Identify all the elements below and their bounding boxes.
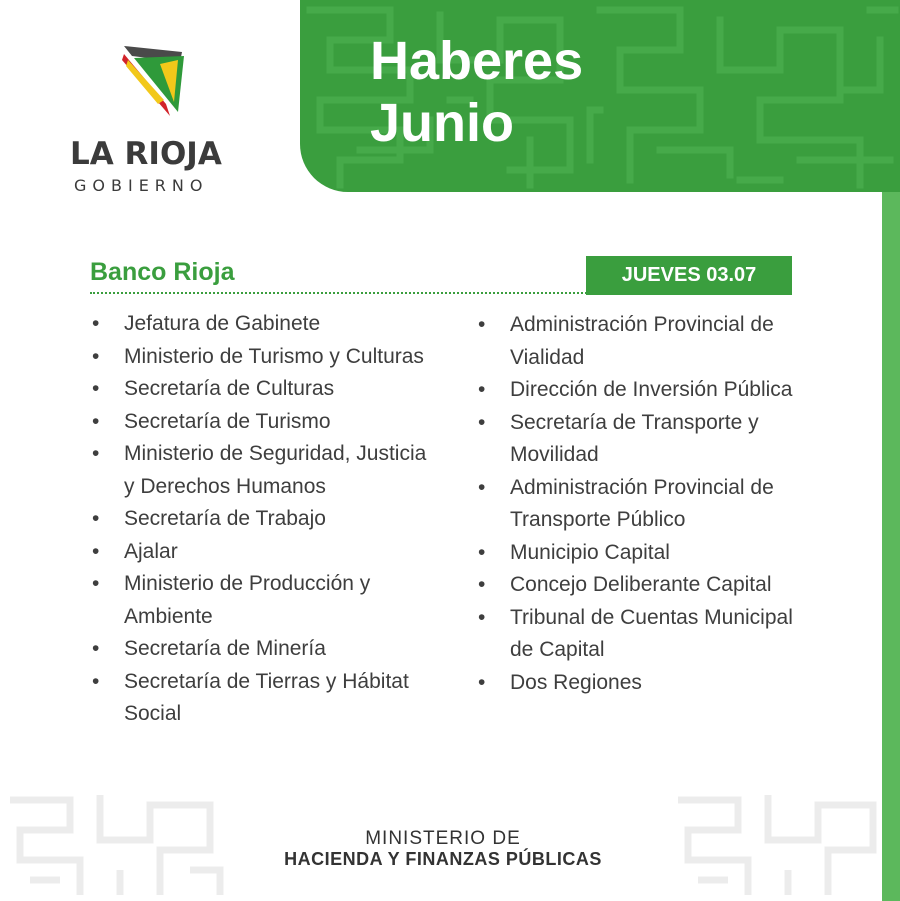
list-item: • Secretaría de Culturas [92, 373, 437, 406]
list-item: • Secretaría de Minería [92, 633, 437, 666]
page-title [370, 30, 583, 154]
section-title: Banco Rioja [90, 258, 235, 286]
list-item: • Secretaría de Tierras y Hábitat Social [92, 666, 437, 731]
la-rioja-logo [70, 40, 260, 200]
list-item: • Secretaría de Turismo [92, 406, 437, 439]
list-item: • Secretaría de Trabajo [92, 503, 437, 536]
side-stripe [882, 192, 900, 901]
list-item: • Administración Provincial de Vialidad [478, 309, 808, 374]
agency-list-right [478, 309, 808, 699]
list-item: • Dos Regiones [478, 667, 808, 700]
la-rioja-emblem-icon [120, 40, 196, 120]
list-item: • Secretaría de Transporte y Movilidad [478, 407, 808, 472]
header-band [300, 0, 900, 192]
list-item: • Ministerio de Turismo y Culturas [92, 341, 437, 374]
agency-list-left [92, 308, 437, 731]
title-line-2: Junio [370, 93, 514, 153]
list-item: • Ministerio de Seguridad, Justicia y Derechos Humanos [92, 438, 437, 503]
logo-name: LA RIOJA [70, 136, 222, 172]
list-item: • Concejo Deliberante Capital [478, 569, 808, 602]
list-item: • Tribunal de Cuentas Municipal de Capital [478, 602, 808, 667]
list-item: • Dirección de Inversión Pública [478, 374, 808, 407]
date-badge: JUEVES 03.07 [586, 256, 792, 295]
list-item: • Jefatura de Gabinete [92, 308, 437, 341]
list-item: • Ministerio de Producción y Ambiente [92, 568, 437, 633]
section-divider [90, 292, 590, 294]
footer-ministry-line1: MINISTERIO DE [365, 828, 521, 849]
list-item: • Ajalar [92, 536, 437, 569]
footer-ministry-line2: HACIENDA Y FINANZAS PÚBLICAS [284, 849, 602, 869]
list-item: • Municipio Capital [478, 537, 808, 570]
logo-subtitle: GOBIERNO [74, 176, 209, 195]
title-line-1: Haberes [370, 31, 584, 91]
list-item: • Administración Provincial de Transporte Público [478, 472, 808, 537]
